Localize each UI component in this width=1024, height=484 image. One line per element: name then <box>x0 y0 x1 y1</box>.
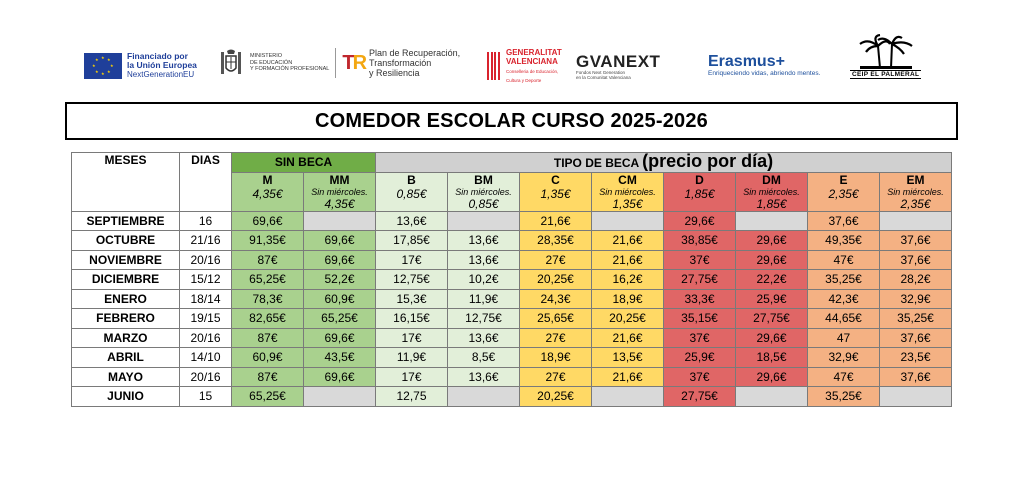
days-cell: 16 <box>180 211 232 231</box>
price-cell <box>448 387 520 407</box>
month-cell: JUNIO <box>72 387 180 407</box>
price-cell: 17€ <box>376 367 448 387</box>
generalitat-logo <box>487 48 562 84</box>
tipo-beca-subtitle: (precio por día) <box>642 152 774 172</box>
price-cell: 37,6€ <box>880 328 952 348</box>
eu-line-2: la Unión Europea <box>127 60 197 70</box>
price-cell <box>304 211 376 231</box>
price-cell: 37,6€ <box>880 231 952 251</box>
price-cell: 10,2€ <box>448 270 520 290</box>
price-cell: 18,9€ <box>592 289 664 309</box>
spain-crest-icon <box>218 48 244 78</box>
eu-funding-logo <box>84 52 197 79</box>
code-label: MM <box>329 172 350 187</box>
code-header-em <box>880 172 952 211</box>
price-cell: 13,6€ <box>448 231 520 251</box>
eu-line-1: Financiado por <box>127 51 188 61</box>
code-price: 1,85€ <box>684 186 715 201</box>
price-cell: 65,25€ <box>232 387 304 407</box>
code-header-bm <box>448 172 520 211</box>
days-cell: 15 <box>180 387 232 407</box>
table-row <box>72 348 952 368</box>
code-header-dm <box>736 172 808 211</box>
dias-header: DIAS <box>180 153 232 212</box>
price-cell <box>736 387 808 407</box>
table-row <box>72 270 952 290</box>
price-cell: 37€ <box>664 328 736 348</box>
logo-strip <box>0 38 1024 98</box>
code-label: B <box>407 172 416 187</box>
price-cell: 11,9€ <box>376 348 448 368</box>
code-note: Sin miércoles. <box>455 186 512 197</box>
month-cell: MAYO <box>72 367 180 387</box>
price-cell <box>592 387 664 407</box>
gvanext-line-2: en la Comunitat Valenciana <box>576 75 631 80</box>
price-cell: 35,15€ <box>664 309 736 329</box>
generalitat-logo-icon <box>487 52 501 80</box>
meses-header: MESES <box>72 153 180 212</box>
month-cell: ENERO <box>72 289 180 309</box>
price-cell: 29,6€ <box>736 231 808 251</box>
table-row <box>72 387 952 407</box>
price-cell: 87€ <box>232 328 304 348</box>
price-cell: 25,9€ <box>664 348 736 368</box>
days-cell: 20/16 <box>180 328 232 348</box>
code-label: EM <box>906 172 925 187</box>
price-cell: 27€ <box>520 367 592 387</box>
price-cell: 27€ <box>520 328 592 348</box>
price-cell: 49,35€ <box>808 231 880 251</box>
code-label: DM <box>762 172 781 187</box>
price-cell: 13,6€ <box>448 250 520 270</box>
price-cell: 82,65€ <box>232 309 304 329</box>
price-cell: 29,6€ <box>664 211 736 231</box>
month-cell: ABRIL <box>72 348 180 368</box>
price-cell: 47€ <box>808 367 880 387</box>
code-price: 0,85€ <box>396 186 427 201</box>
ministerio-prtr-logo <box>218 48 460 78</box>
code-header-m <box>232 172 304 211</box>
code-price: 1,85€ <box>756 196 787 211</box>
price-cell: 42,3€ <box>808 289 880 309</box>
gvanext-name: GVANEXT <box>576 52 661 71</box>
price-cell: 35,25€ <box>808 387 880 407</box>
generalitat-line-4: Cultura y Deporte <box>506 78 542 83</box>
price-cell: 69,6€ <box>304 250 376 270</box>
code-label: BM <box>474 172 493 187</box>
price-cell: 69,6€ <box>232 211 304 231</box>
price-cell: 13,6€ <box>448 328 520 348</box>
table-row <box>72 250 952 270</box>
price-cell: 29,6€ <box>736 328 808 348</box>
prtr-line-2: Transformación <box>369 58 432 68</box>
eu-flag-icon: ★ ★ ★ ★ ★ ★ ★ ★ <box>84 53 122 79</box>
price-cell: 32,9€ <box>808 348 880 368</box>
code-header-c <box>520 172 592 211</box>
days-cell: 20/16 <box>180 250 232 270</box>
code-note: Sin miércoles. <box>887 186 944 197</box>
price-cell: 69,6€ <box>304 328 376 348</box>
price-cell: 17,85€ <box>376 231 448 251</box>
price-cell: 18,9€ <box>520 348 592 368</box>
price-cell: 27€ <box>520 250 592 270</box>
price-cell: 13,5€ <box>592 348 664 368</box>
sin-beca-header: SIN BECA <box>232 153 376 173</box>
code-price: 0,85€ <box>468 196 499 211</box>
prtr-line-3: y Resiliencia <box>369 68 420 78</box>
price-cell: 32,9€ <box>880 289 952 309</box>
table-row <box>72 367 952 387</box>
ministerio-line-1: MINISTERIO <box>250 53 283 60</box>
page-title: COMEDOR ESCOLAR CURSO 2025-2026 <box>65 102 958 140</box>
price-cell: 21,6€ <box>592 231 664 251</box>
price-cell: 27,75€ <box>664 387 736 407</box>
eu-line-3: NextGenerationEU <box>127 70 195 79</box>
price-cell: 37€ <box>664 367 736 387</box>
code-label: D <box>695 172 704 187</box>
price-cell: 17€ <box>376 328 448 348</box>
price-cell: 24,3€ <box>520 289 592 309</box>
price-cell: 8,5€ <box>448 348 520 368</box>
price-cell: 11,9€ <box>448 289 520 309</box>
gvanext-logo <box>576 53 660 80</box>
table-row <box>72 211 952 231</box>
gvanext-line-1: Fondos Next Generation <box>576 70 626 75</box>
prtr-line-1: Plan de Recuperación, <box>369 48 461 58</box>
days-cell: 21/16 <box>180 231 232 251</box>
code-price: 4,35€ <box>324 196 355 211</box>
price-cell: 25,9€ <box>736 289 808 309</box>
comedor-price-table <box>71 152 952 407</box>
school-logo <box>850 34 921 79</box>
price-cell: 78,3€ <box>232 289 304 309</box>
price-cell: 17€ <box>376 250 448 270</box>
price-cell: 28,2€ <box>880 270 952 290</box>
ministerio-line-2: DE EDUCACIÓN <box>250 59 293 66</box>
price-cell: 38,85€ <box>664 231 736 251</box>
prtr-logo-icon: TR <box>342 51 366 74</box>
price-cell <box>880 211 952 231</box>
price-cell: 13,6€ <box>376 211 448 231</box>
price-cell: 21,6€ <box>592 328 664 348</box>
code-note: Sin miércoles. <box>599 186 656 197</box>
days-cell: 15/12 <box>180 270 232 290</box>
price-cell: 21,6€ <box>520 211 592 231</box>
price-cell: 37,6€ <box>808 211 880 231</box>
price-cell: 16,15€ <box>376 309 448 329</box>
price-cell: 69,6€ <box>304 231 376 251</box>
price-cell: 65,25€ <box>232 270 304 290</box>
price-cell: 37,6€ <box>880 367 952 387</box>
price-cell: 52,2€ <box>304 270 376 290</box>
month-cell: SEPTIEMBRE <box>72 211 180 231</box>
price-cell: 12,75€ <box>448 309 520 329</box>
school-name: CEIP EL PALMERAL <box>852 71 920 78</box>
month-cell: DICIEMBRE <box>72 270 180 290</box>
generalitat-line-1: GENERALITAT <box>506 48 562 57</box>
price-cell: 20,25€ <box>520 270 592 290</box>
price-cell: 43,5€ <box>304 348 376 368</box>
price-cell: 12,75 <box>376 387 448 407</box>
price-cell <box>880 387 952 407</box>
price-cell: 27,75€ <box>664 270 736 290</box>
generalitat-line-3: Conselleria de Educación, <box>506 69 559 74</box>
price-cell: 60,9€ <box>232 348 304 368</box>
price-cell: 60,9€ <box>304 289 376 309</box>
price-cell: 22,2€ <box>736 270 808 290</box>
days-cell: 20/16 <box>180 367 232 387</box>
price-cell: 23,5€ <box>880 348 952 368</box>
erasmus-logo <box>708 53 820 78</box>
month-cell: MARZO <box>72 328 180 348</box>
price-cell: 35,25€ <box>808 270 880 290</box>
code-note: Sin miércoles. <box>311 186 368 197</box>
month-cell: FEBRERO <box>72 309 180 329</box>
erasmus-name: Erasmus+ <box>708 53 785 70</box>
code-header-e <box>808 172 880 211</box>
price-cell: 28,35€ <box>520 231 592 251</box>
logo-divider <box>335 48 336 78</box>
generalitat-line-2: VALENCIANA <box>506 57 558 66</box>
ministerio-line-3: Y FORMACIÓN PROFESIONAL <box>250 66 330 73</box>
code-header-cm <box>592 172 664 211</box>
price-cell <box>304 387 376 407</box>
price-cell: 87€ <box>232 250 304 270</box>
code-label: C <box>551 172 560 187</box>
price-cell: 47 <box>808 328 880 348</box>
price-cell: 37,6€ <box>880 250 952 270</box>
price-cell: 33,3€ <box>664 289 736 309</box>
tipo-beca-title: TIPO DE BECA <box>553 156 639 171</box>
price-cell: 91,35€ <box>232 231 304 251</box>
price-cell: 18,5€ <box>736 348 808 368</box>
code-price: 1,35€ <box>612 196 643 211</box>
code-header-mm <box>304 172 376 211</box>
price-cell: 25,65€ <box>520 309 592 329</box>
code-label: CM <box>618 172 637 187</box>
tipo-beca-header <box>376 153 952 173</box>
table-header-row-group <box>72 153 952 173</box>
price-cell: 69,6€ <box>304 367 376 387</box>
table-row <box>72 289 952 309</box>
price-cell: 37€ <box>664 250 736 270</box>
price-cell: 21,6€ <box>592 250 664 270</box>
price-cell: 27,75€ <box>736 309 808 329</box>
code-price: 2,35€ <box>900 196 931 211</box>
code-price: 2,35€ <box>828 186 859 201</box>
price-cell <box>448 211 520 231</box>
palm-trees-icon <box>856 34 916 70</box>
erasmus-tagline: Enriqueciendo vidas, abriendo mentes. <box>708 70 821 77</box>
price-cell: 29,6€ <box>736 367 808 387</box>
days-cell: 14/10 <box>180 348 232 368</box>
code-header-d <box>664 172 736 211</box>
price-cell: 65,25€ <box>304 309 376 329</box>
price-cell: 13,6€ <box>448 367 520 387</box>
month-cell: OCTUBRE <box>72 231 180 251</box>
code-note: Sin miércoles. <box>743 186 800 197</box>
days-cell: 18/14 <box>180 289 232 309</box>
price-cell: 44,65€ <box>808 309 880 329</box>
code-label: M <box>262 172 273 187</box>
price-cell <box>592 211 664 231</box>
table-row <box>72 328 952 348</box>
price-cell: 20,25€ <box>520 387 592 407</box>
days-cell: 19/15 <box>180 309 232 329</box>
code-price: 4,35€ <box>252 186 283 201</box>
price-cell: 21,6€ <box>592 367 664 387</box>
code-label: E <box>839 172 848 187</box>
price-cell: 15,3€ <box>376 289 448 309</box>
price-cell: 47€ <box>808 250 880 270</box>
price-cell: 12,75€ <box>376 270 448 290</box>
price-cell: 29,6€ <box>736 250 808 270</box>
price-cell: 35,25€ <box>880 309 952 329</box>
code-header-b <box>376 172 448 211</box>
price-cell <box>736 211 808 231</box>
table-row <box>72 309 952 329</box>
table-row <box>72 231 952 251</box>
price-cell: 20,25€ <box>592 309 664 329</box>
month-cell: NOVIEMBRE <box>72 250 180 270</box>
price-cell: 87€ <box>232 367 304 387</box>
code-price: 1,35€ <box>540 186 571 201</box>
price-cell: 16,2€ <box>592 270 664 290</box>
